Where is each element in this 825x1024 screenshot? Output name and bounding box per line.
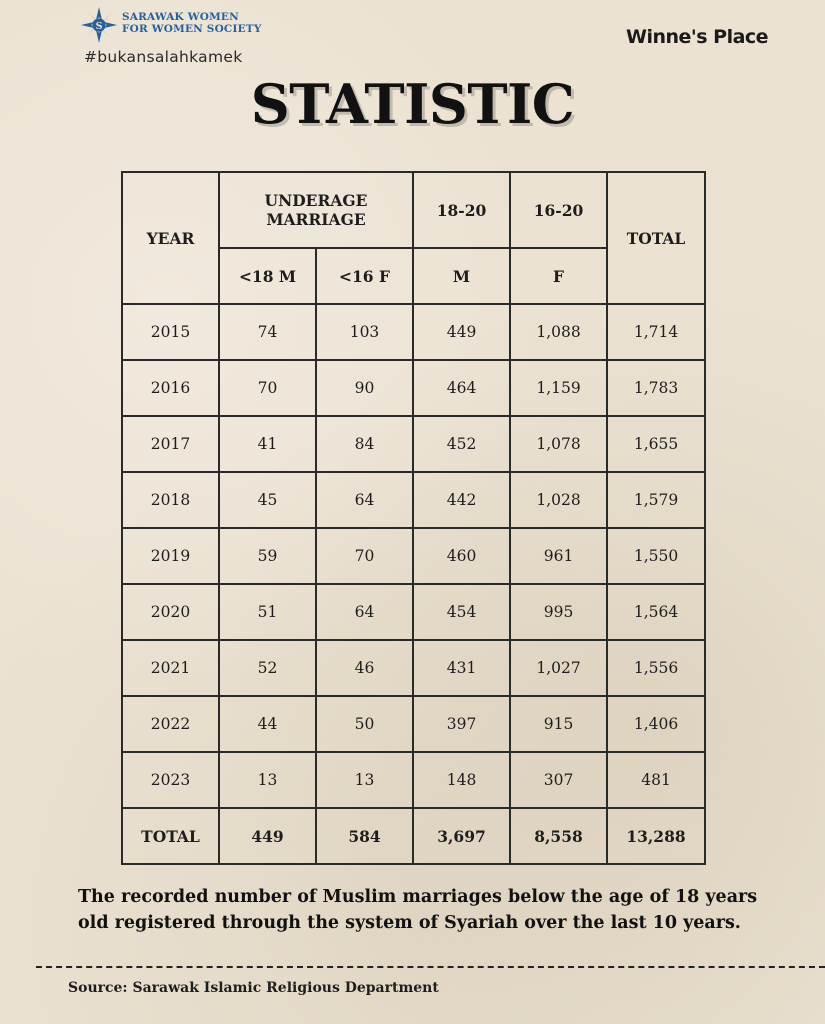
table-cell: 52 — [219, 640, 316, 696]
brand-logo: Winne's Place — [626, 26, 769, 48]
table-cell: 41 — [219, 416, 316, 472]
page-title: STATISTIC — [250, 72, 575, 136]
table-cell: 2023 — [122, 752, 219, 808]
table-cell: 2018 — [122, 472, 219, 528]
table-cell: 1,088 — [510, 304, 607, 360]
table-cell: 2017 — [122, 416, 219, 472]
table-cell: 995 — [510, 584, 607, 640]
svg-text:S: S — [95, 20, 103, 32]
source-note: Source: Sarawak Islamic Religious Department — [68, 980, 439, 996]
table-cell: 1,078 — [510, 416, 607, 472]
table-cell: 442 — [413, 472, 510, 528]
table-row — [122, 752, 705, 808]
table-cell: 452 — [413, 416, 510, 472]
table-cell: 70 — [219, 360, 316, 416]
caption: The recorded number of Muslim marriages below the age of 18 years old registered through the system of Syariah over the last 10 years. — [78, 887, 758, 933]
table-cell: 460 — [413, 528, 510, 584]
star-emblem-icon — [80, 6, 118, 44]
dashed-divider — [36, 966, 825, 968]
table-cell: 46 — [316, 640, 413, 696]
table-cell: 464 — [413, 360, 510, 416]
table-cell: 64 — [316, 584, 413, 640]
org-name-line2: FOR WOMEN SOCIETY — [122, 23, 262, 35]
table-cell: 1,655 — [607, 416, 705, 472]
statistics-table — [121, 171, 706, 865]
table-row — [122, 584, 705, 640]
table-row — [122, 640, 705, 696]
table-cell: 44 — [219, 696, 316, 752]
table-cell: 1,579 — [607, 472, 705, 528]
table-cell: 64 — [316, 472, 413, 528]
table-row — [122, 304, 705, 360]
table-cell: 481 — [607, 752, 705, 808]
table-cell: 70 — [316, 528, 413, 584]
table-row — [122, 472, 705, 528]
table-cell: 51 — [219, 584, 316, 640]
table-cell: 90 — [316, 360, 413, 416]
table-row — [122, 528, 705, 584]
table-cell: 915 — [510, 696, 607, 752]
org-logo-block — [80, 6, 340, 68]
table-cell: 13 — [316, 752, 413, 808]
table-cell: 103 — [316, 304, 413, 360]
total-cell: 13,288 — [607, 808, 705, 864]
table-cell: 2021 — [122, 640, 219, 696]
table-cell: 1,027 — [510, 640, 607, 696]
total-cell: 3,697 — [413, 808, 510, 864]
table-cell: 397 — [413, 696, 510, 752]
table-cell: 2015 — [122, 304, 219, 360]
table-cell: 84 — [316, 416, 413, 472]
table-cell: 2019 — [122, 528, 219, 584]
table-cell: 1,556 — [607, 640, 705, 696]
table-row — [122, 360, 705, 416]
table-cell: 1,406 — [607, 696, 705, 752]
subheader-f: F — [510, 248, 607, 304]
total-cell: 584 — [316, 808, 413, 864]
org-name-line1: SARAWAK WOMEN — [122, 11, 239, 23]
table-row — [122, 696, 705, 752]
header-underage: UNDERAGE MARRIAGE — [219, 172, 413, 248]
total-cell: TOTAL — [122, 808, 219, 864]
subheader-lt18m: <18 M — [219, 248, 316, 304]
table-cell: 449 — [413, 304, 510, 360]
table-cell: 2016 — [122, 360, 219, 416]
total-row — [122, 808, 705, 864]
table-cell: 13 — [219, 752, 316, 808]
table-cell: 1,564 — [607, 584, 705, 640]
subheader-lt16f: <16 F — [316, 248, 413, 304]
table-cell: 2022 — [122, 696, 219, 752]
header-range-18-20: 18-20 — [413, 172, 510, 248]
table-cell: 1,028 — [510, 472, 607, 528]
table-cell: 307 — [510, 752, 607, 808]
table-cell: 1,550 — [607, 528, 705, 584]
table-cell: 1,783 — [607, 360, 705, 416]
header-total: TOTAL — [607, 172, 705, 304]
hashtag: #bukansalahkamek — [84, 48, 243, 66]
header-year: YEAR — [122, 172, 219, 304]
table-cell: 50 — [316, 696, 413, 752]
table-cell: 431 — [413, 640, 510, 696]
table-cell: 1,714 — [607, 304, 705, 360]
table-cell: 59 — [219, 528, 316, 584]
table-cell: 961 — [510, 528, 607, 584]
table-cell: 45 — [219, 472, 316, 528]
table-cell: 1,159 — [510, 360, 607, 416]
table-cell: 74 — [219, 304, 316, 360]
org-name — [122, 11, 262, 35]
table-row — [122, 416, 705, 472]
table-cell: 454 — [413, 584, 510, 640]
subheader-m: M — [413, 248, 510, 304]
table-cell: 148 — [413, 752, 510, 808]
total-cell: 8,558 — [510, 808, 607, 864]
table-cell: 2020 — [122, 584, 219, 640]
header-range-16-20: 16-20 — [510, 172, 607, 248]
total-cell: 449 — [219, 808, 316, 864]
